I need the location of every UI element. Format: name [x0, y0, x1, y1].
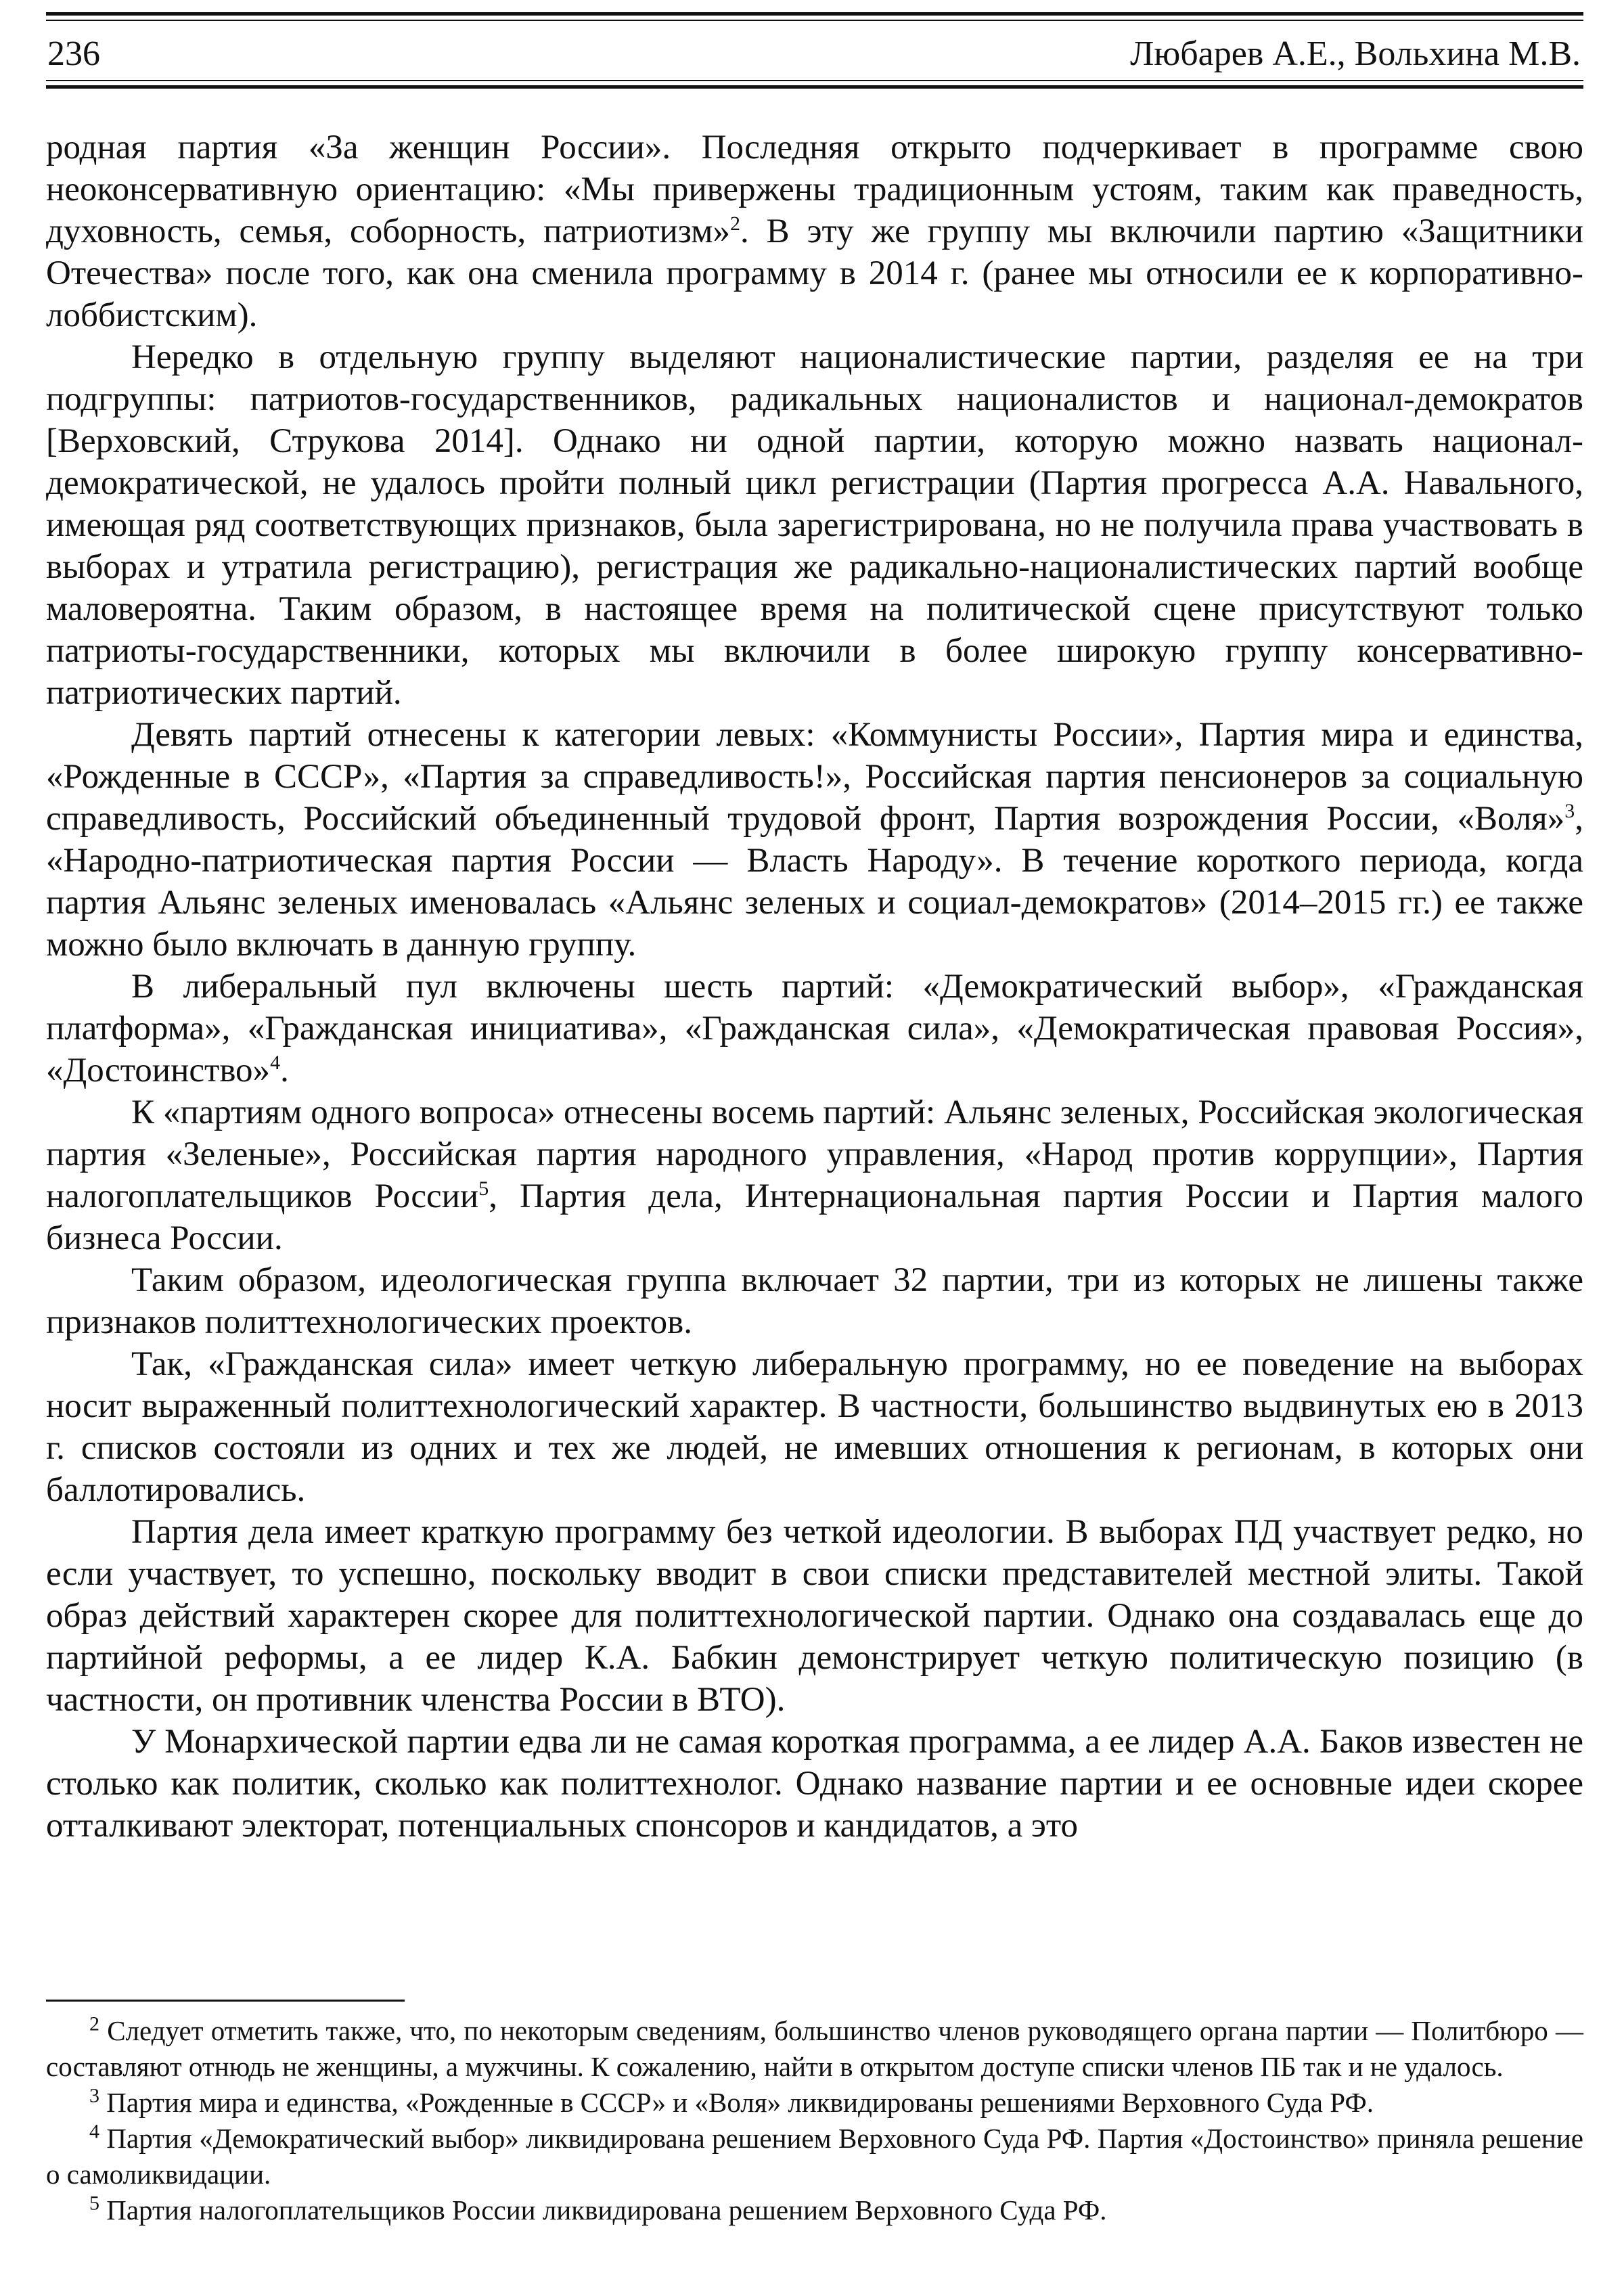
paragraph-text: , «Народно-патриотическая партия России — Власть Народу». В течение короткого периода, когда партия Альянс зеленых именовалась «Альянс зеленых и социал-демократов» (2014–2015 гг.) ее также можно было включать в данную группу.	[46, 800, 1583, 964]
footnote-number: 5	[89, 2192, 99, 2215]
footnote-number: 4	[89, 2120, 99, 2143]
paragraph	[46, 1511, 1583, 1721]
paragraph-text: Девять партий отнесены к категории левых: «Коммунисты России», Партия мира и единства, «Рожденные в СССР», «Партия за справедливость!», Российская партия пенсионеров за социальную справедливость, Российский объединенный трудовой фронт, Партия возрождения России, «Воля»	[46, 716, 1583, 838]
paragraph-text: Так, «Гражданская сила» имеет четкую либеральную программу, но ее поведение на выборах носит выраженный политтехнологический характер. В частности, большинство выдвинутых ею в 2013 г. списков состояли из одних и тех же людей, не имевших отношения к регионам, в которых они баллотировались.	[46, 1345, 1583, 1509]
header-rule-top-thin	[46, 20, 1583, 21]
page-number: 236	[47, 35, 100, 73]
paragraph-text: Таким образом, идеологическая группа включает 32 партии, три из которых не лишены также признаков политтехнологических проектов.	[46, 1261, 1583, 1341]
footnotes	[46, 2013, 1583, 2228]
paragraph-text: .	[280, 1052, 289, 1089]
footnote-number: 3	[89, 2084, 99, 2107]
paragraph	[46, 1259, 1583, 1343]
footnote-text: Партия налогоплательщиков России ликвидирована решением Верховного Суда РФ.	[106, 2194, 1107, 2226]
paragraph	[46, 127, 1583, 336]
footnote-ref[interactable]: 5	[478, 1177, 489, 1200]
header-rule-top	[46, 12, 1583, 16]
footnote	[46, 2192, 1583, 2228]
paragraph-text: , Партия дела, Интернациональная партия России и Партия малого бизнеса России.	[46, 1177, 1583, 1257]
paragraph-text: Нередко в отдельную группу выделяют националистические партии, разделяя ее на три подгруппы: патриотов-государственников, радикальных националистов и национал-демократов [Верховский, Струкова 2014]. Однако ни одной партии, которую можно назвать национал-демократической, не удалось пройти полный цикл регистрации (Партия прогресса А.А. Навального, имеющая ряд соответствующих признаков, была зарегистрирована, но не получила права участвовать в выборах и утратила регистрацию), регистрация же радикально-националистических партий вообще маловероятна. Таким образом, в настоящее время на политической сцене присутствуют только патриоты-государственники, которых мы включили в более широкую группу консервативно-патриотических партий.	[46, 338, 1583, 712]
header-rule-bottom-thin	[46, 80, 1583, 81]
running-header-authors: Любарев А.Е., Вольхина М.В.	[1130, 35, 1581, 73]
footnote	[46, 2085, 1583, 2121]
document-page	[46, 0, 1583, 2277]
paragraph	[46, 336, 1583, 714]
paragraph-text: К «партиям одного вопроса» отнесены восемь партий: Альянс зеленых, Российская экологическая партия «Зеленые», Российская партия народного управления, «Народ против коррупции», Партия налогоплательщиков России	[46, 1094, 1583, 1215]
running-header	[46, 27, 1583, 81]
footnote	[46, 2121, 1583, 2192]
footnote-text: Следует отметить также, что, по некоторым сведениям, большинство членов руководящего органа партии — Политбюро — составляют отнюдь не женщины, а мужчины. К сожалению, найти в открытом доступе списки членов ПБ так и не удалось.	[46, 2015, 1583, 2082]
footnote-ref[interactable]: 2	[729, 212, 740, 235]
footnote-number: 2	[89, 2012, 99, 2035]
footnote	[46, 2013, 1583, 2085]
main-text	[46, 127, 1583, 1847]
paragraph	[46, 1091, 1583, 1259]
header-rule-bottom	[46, 85, 1583, 89]
paragraph-text: . В эту же группу мы включили партию «Защитники Отечества» после того, как она сменила программу в 2014 г. (ранее мы относили ее к корпоративно-лоббистским).	[46, 212, 1583, 334]
paragraph-text: У Монархической партии едва ли не самая короткая программа, а ее лидер А.А. Баков известен не столько как политик, сколько как политтехнолог. Однако название партии и ее основные идеи скорее отталкивают электорат, потенциальных спонсоров и кандидатов, а это	[46, 1723, 1583, 1845]
paragraph-text: Партия дела имеет краткую программу без четкой идеологии. В выборах ПД участвует редко, но если участвует, то успешно, поскольку вводит в свои списки представителей местной элиты. Такой образ действий характерен скорее для политтехнологической партии. Однако она создавалась еще до партийной реформы, а ее лидер К.А. Бабкин демонстрирует четкую политическую позицию (в частности, он противник членства России в ВТО).	[46, 1513, 1583, 1719]
footnote-text: Партия мира и единства, «Рожденные в СССР» и «Воля» ликвидированы решениями Верховного Суда РФ.	[106, 2087, 1374, 2118]
paragraph	[46, 966, 1583, 1091]
footnote-text: Партия «Демократический выбор» ликвидирована решением Верховного Суда РФ. Партия «Достоинство» приняла решение о самоликвидации.	[46, 2123, 1583, 2190]
paragraph-text: В либеральный пул включены шесть партий: «Демократический выбор», «Гражданская платформа», «Гражданская инициатива», «Гражданская сила», «Демократическая правовая Россия», «Достоинство»	[46, 968, 1583, 1089]
paragraph	[46, 1721, 1583, 1847]
paragraph	[46, 1343, 1583, 1511]
paragraph	[46, 714, 1583, 966]
footnote-separator	[46, 2000, 405, 2002]
footnote-ref[interactable]: 3	[1564, 800, 1575, 822]
footnote-ref[interactable]: 4	[270, 1052, 281, 1074]
paragraph-text: родная партия «За женщин России». Последняя открыто подчеркивает в программе свою неоконсервативную ориентацию: «Мы привержены традиционным устоям, таким как праведность, духовность, семья, соборность, патриотизм»	[46, 129, 1583, 250]
